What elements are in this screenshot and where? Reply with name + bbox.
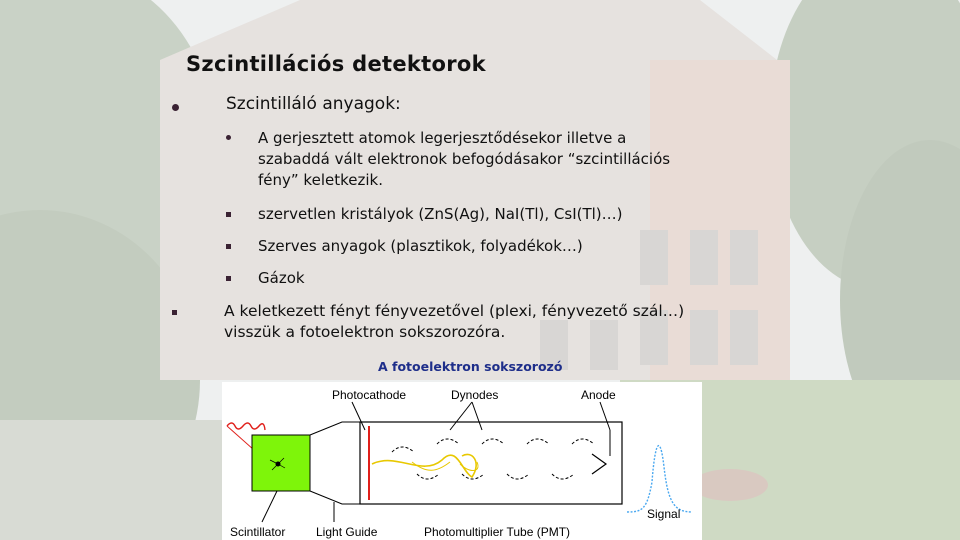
light-guide: [310, 422, 360, 504]
bullet-light-guide: [224, 301, 684, 343]
sub-bullet-line: A gerjesztett atomok legerjesztődésekor illetve a: [258, 129, 627, 147]
sub-bullet-line: szabaddá vált elektronok befogódásakor “szcintillációs: [258, 150, 671, 168]
bullet-line: A keletkezett fényt fényvezetővel (plexi, fényvezető szál…): [224, 302, 685, 320]
bullet-line: visszük a fotoelektron sokszorozóra.: [224, 323, 506, 341]
sub-bullet-line: fény” keletkezik.: [258, 171, 383, 189]
sub-bullet-marker: [226, 135, 231, 140]
sub-bullet-marker: [226, 212, 231, 217]
label-anode: Anode: [581, 388, 616, 402]
scintillator-block: [252, 435, 310, 491]
bullet-scintillating-materials: Szcintilláló anyagok:: [226, 94, 401, 114]
bullet-marker: [172, 104, 179, 111]
label-pmt: Photomultiplier Tube (PMT): [424, 525, 571, 539]
sub-bullet-inorganic-crystals: szervetlen kristályok (ZnS(Ag), NaI(Tl), CsI(Tl)…): [258, 205, 623, 223]
label-photocathode: Photocathode: [332, 388, 407, 402]
sub-bullet-marker: [226, 244, 231, 249]
pmt-diagram: [222, 382, 702, 540]
sub-bullet-excitation-text: [258, 128, 670, 191]
diagram-caption: A fotoelektron sokszorozó: [378, 359, 563, 374]
label-dynodes: Dynodes: [451, 388, 499, 402]
label-signal: Signal: [647, 507, 681, 521]
label-scintillator: Scintillator: [230, 525, 286, 539]
label-light-guide: Light Guide: [316, 525, 378, 539]
sub-bullet-organic-materials: Szerves anyagok (plasztikok, folyadékok…): [258, 237, 583, 255]
sub-bullet-gases: Gázok: [258, 269, 305, 287]
bullet-marker: [172, 310, 177, 315]
slide-title: Szcintillációs detektorok: [186, 52, 486, 76]
sub-bullet-marker: [226, 276, 231, 281]
